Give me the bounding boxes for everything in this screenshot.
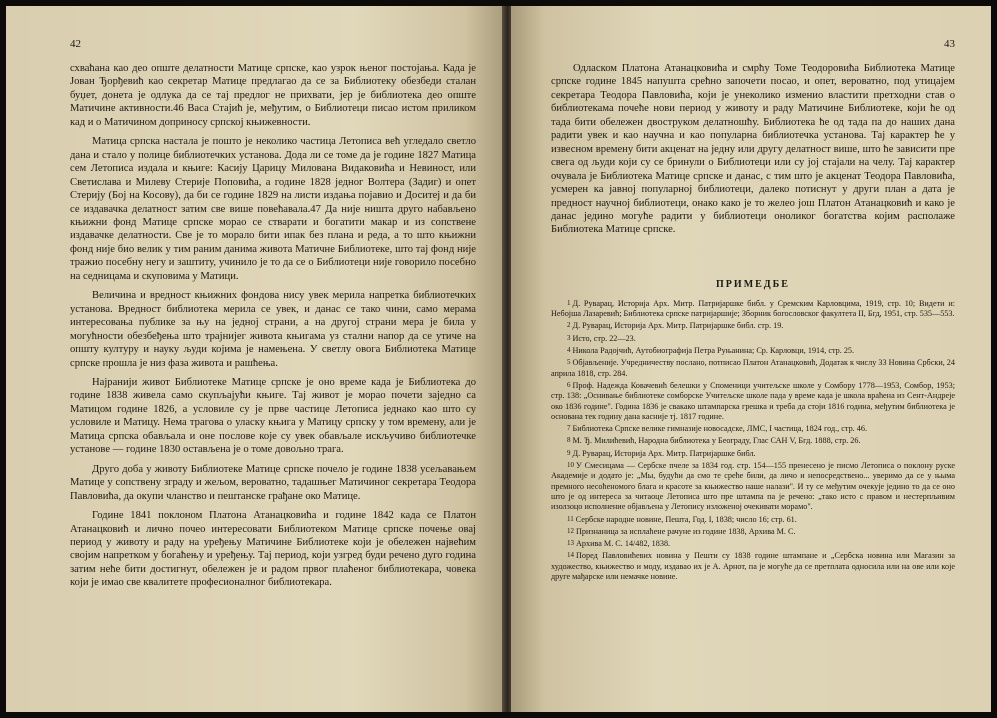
note-item — [551, 514, 955, 525]
note-number: 12 — [567, 526, 574, 535]
notes-heading: ПРИМЕДБЕ — [716, 278, 790, 290]
paragraph: Године 1841 поклоном Платона Атанацковића и године 1842 када се Платон Атанацковић и лично почео интересовати Библиотеком Матице српске почење овај период у животу и раду на уређењу Матичине Библиотеке који је обележен највећим својим напретком у богаћењу и уређењу. Тај период, који узгред буди речено дуго година затим неће бити достигнут, обележен је и радом првог плаћеног библиотекара, човека који је имао све квалитете професионалног библиотекара. — [70, 510, 476, 589]
note-text: Исто, стр. 22—23. — [572, 333, 636, 343]
paragraph: Одласком Платона Атанацковића и смрћу Томе Теодоровића Библиотека Матице српске године 1845 напушта срећно започети посао, и опет, вероватно, под утицајем секретара Теодора Павловића, који је унеколико изменио властити претходни став о библиотекама почеће нови период у животу и раду Матичине Библиотеке, који ће од тада бити обележен двоструком делатношћу. Библиотека ће од тада па до наших дана радити увек и као научна и као популарна библиотечка установа. Тај карактер ће у извесном времену бити акценат на једну или другу делатност више, што ће зависити пре свега од људи који су се бринули о Библиотеци или су јој стајали на челу. Тај карактер очувала је Библиотека Матице српске и данас, с тим што је акценат Теодора Павловића, усмерен ка јавној популарној библиотеци, далеко потиснут у други план а дата је предност научној библиотеци, онако како је то желео још Платон Атанацковић и како је данас једино могуће радити у библиотеци оноликог богатства којим располаже Библиотека Матице српске. — [551, 63, 955, 236]
note-number: 3 — [567, 333, 571, 342]
note-item — [551, 460, 955, 512]
note-number: 9 — [567, 448, 571, 457]
page-number: 43 — [944, 38, 955, 50]
paragraph: схваћана као део опште делатности Матице српске, као узрок њеног постојања. Када је Јован Ђорђевић као секретар Матице предлагао да се за Библиотеку обезбеди сталан буџет, донета је одлука да се тај предлог не прихвати, јер је библиотека део опште Матичине активности.46 Васа Стајић је, међутим, о Библиотеци писао истом приликом кад и о Матичином доприносу српској књижевности. — [70, 63, 476, 128]
note-text: Признаница за исплаћене рачуне из године 1838, Архива М. С. — [576, 526, 796, 536]
note-text: Д. Руварац, Историја Арх. Митр. Патријаршке библ. стр. 19. — [572, 321, 784, 331]
note-text: Објављеније. Учредничеству послано, потписао Платон Атанацковић, Додатак к числу 33 Новина Србски, 24 априла 1818, стр. 284. — [551, 358, 955, 378]
note-text: Д. Руварац, Историја Арх. Митр. Патријаршке библ. — [572, 448, 756, 458]
note-text: Проф. Надежда Ковачевић белешки у Споменици учитељске школе у Сомбору 1778—1953, Сомбор, 1953; стр. 138: „Оснивање библиотеке сомборске Учитељске школе пада у време када је школа враћена из Сент-Андреје око 1836 године". Година 1836 је свакако штампарска грешка и треба да стоји 1816 година, међутим библиотека је основана тек годину дана касније тј. 1817 године. — [551, 380, 955, 421]
paragraph: Величина и вредност књижних фондова нису увек мерила напретка библиотечких установа. Вредност библиотека мерила се увек, и данас се тако чини, само мерама интересовања публике за њу на једној страни, а на другој страни мера је била у могућности обезбеђења што трајнијег живота књигама уз стални напор да се утиче на општу културу и науку људи којима је намењена. У светлу овога Библиотека Матице српске прошла је низ фаза живота и рашћења. — [70, 290, 476, 369]
note-number: 10 — [567, 461, 574, 470]
note-number: 11 — [567, 514, 574, 523]
note-text: Архива М. С. 14/482, 1838. — [576, 539, 671, 549]
note-number: 13 — [567, 539, 574, 548]
note-number: 8 — [567, 436, 571, 445]
right-page — [511, 6, 991, 712]
note-item — [551, 435, 955, 446]
note-text: У Смесицама — Сербске пчеле за 1834 год. стр. 154—155 пренесено је писмо Летописа о поклону руске Академије и додато је: „Мы, будући да смо те среће били, да личо и непосредствено... уверимо да се у њыма премного несоћеномого блага и красоте за књижество наше налази". И ту се међутим очекује једино то да се оно што је од интереса за читаоце Летописа што пре штампа па је речено: „тако исто с правом и нестерпљивим изолзоцо исполнение објављена у Летопису изложеној очекивати морамо". — [551, 461, 955, 512]
note-item — [551, 333, 955, 344]
paragraph: Друго доба у животу Библиотеке Матице српске почело је године 1838 усељавањем Матице у сопствену зграду и жељом, вероватно, тадашњег Матичиног секретара Теодора Павловића, да окупи чланство и пештанске грађане око Матице. — [70, 463, 476, 502]
note-item — [551, 345, 955, 356]
note-item — [551, 357, 955, 379]
note-text: Поред Павловићевих новина у Пешти су 1838 године штампане и „Сербска новина или Магазин за художество, књижество и моду, издавао их је А. Арнот, па је могуће да се претплата односила или на ове или које друге мађарске или немачке новине. — [551, 551, 955, 582]
note-number: 2 — [567, 321, 571, 330]
notes-list — [551, 298, 955, 582]
paragraph: Најранији живот Библиотеке Матице српске је оно време када је Библиотека до године 1838 живела само скупљајући књиге. Тај живот је морао почети заједно са Матицом године 1826, а условиле су је прве частице Летописа једнако као што су условиле и Матицу. Нема трагова о уласку књига у Матицу српску у том времену, али је Матица српска обављала и оне послове које су увек обављале искључиво библиотечке установе — године 1830 остављена је о томе довољно трага. — [70, 376, 476, 456]
note-item — [551, 526, 955, 537]
note-number: 1 — [567, 298, 571, 307]
note-text: Д. Руварац, Историја Арх. Митр. Патријаршке библ. у Сремским Карловцима, 1919, стр. 10; Видети и: Небојша Лазаревић; Библиотека српске патријаршије; Зборник богословског факултета II, Бгд, 1951, стр. 535—553. — [551, 298, 955, 319]
note-item — [551, 423, 955, 434]
note-number: 5 — [567, 358, 571, 367]
note-text: Библиотека Српске велике гимназије новосадске, ЛМС, I частица, 1824 год., стр. 46. — [572, 424, 867, 434]
note-item — [551, 298, 955, 320]
left-page — [6, 6, 504, 712]
note-item — [551, 550, 955, 582]
note-number: 6 — [567, 380, 571, 389]
note-text: Сербске народне новине, Пешта, Год. I, 1838; число 16; стр. 61. — [575, 514, 797, 524]
note-number: 7 — [567, 424, 571, 433]
paragraph: Матица српска настала је пошто је неколико частица Летописа већ угледало светло дана и стало у полице библиотечких установа. Дода ли се томе да је године 1827 Матица сем Летописа издала и књиге: Касију Царицу Милована Видаковића и Невиност, или Светислава и Милеву Стерије Поповића, а године 1828 једног Волтера (Задиг) и опет Стерију (Бој на Косову), да би се године 1829 на листи издања појавио и Доситеј и да би се издавачка делатност затим све више повећавала.47 Да није ништа друго набављено књижни фонд Матице српске морао се стварати и богатити макар и из сопствене издавачке делатности. Све је то морало бити ипак без плана и реда, а то што књижни фонд није био велик у тим раним данима живота Матичне Библиотеке, што тај фонд није тражио посебну негу и заштиту, учинило је то да се о Библиотеци није говорило посебно на седницама и скуповима у Матици. — [70, 136, 476, 282]
note-number: 14 — [567, 551, 574, 560]
note-text: Никола Радојчић, Аутобиографија Петра Руњанина; Ср. Карловци, 1914, стр. 25. — [572, 346, 855, 356]
page-number: 42 — [70, 38, 81, 50]
note-item — [551, 320, 955, 331]
note-number: 4 — [567, 346, 571, 355]
note-item — [551, 448, 955, 459]
note-text: М. Ђ. Милићевић, Народна библиотека у Београду, Глас САН V, Бгд. 1888, стр. 26. — [572, 436, 861, 446]
note-item — [551, 380, 955, 422]
left-page-body — [70, 62, 476, 590]
note-item — [551, 538, 955, 549]
